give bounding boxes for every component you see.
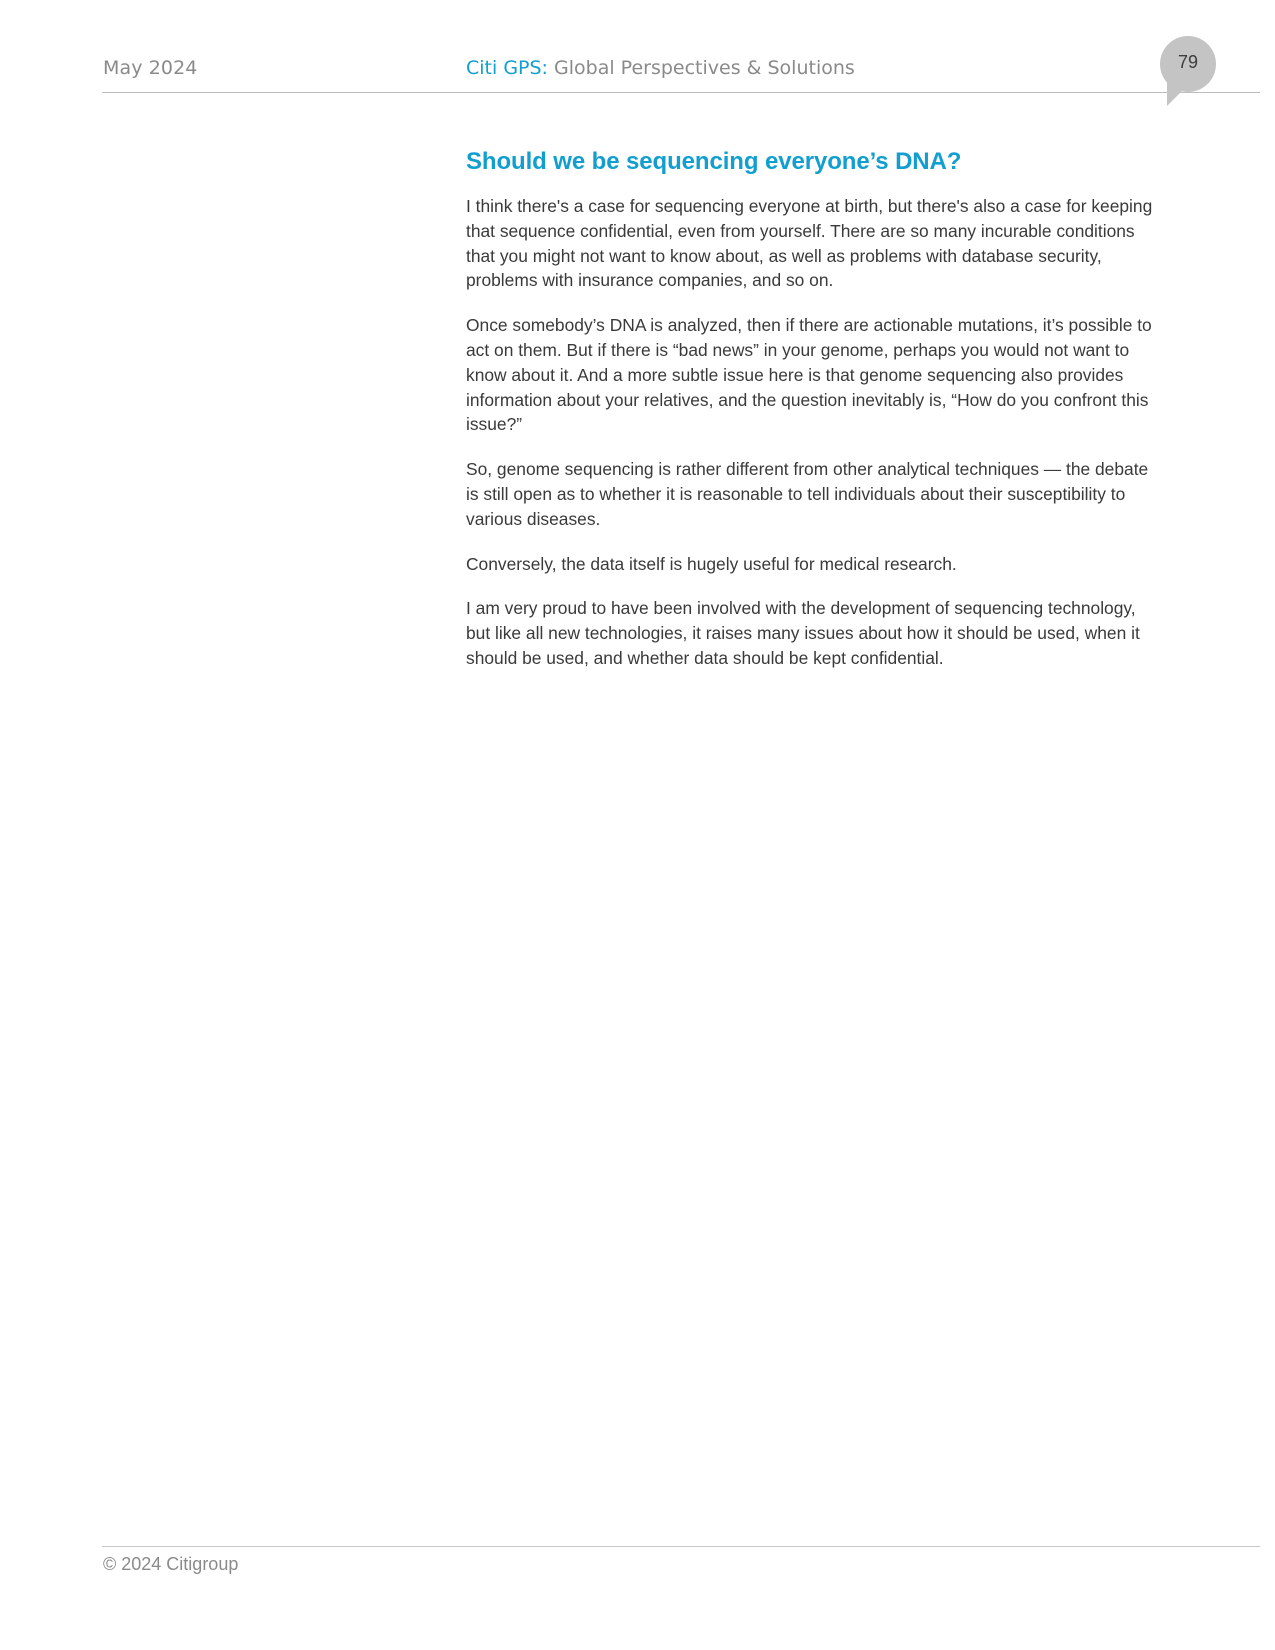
paragraph-5: I am very proud to have been involved with the development of sequencing technology, but like all new technologies, it raises many issues about how it should be used, when it should be used, and whether data should be kept confidential. <box>466 598 1140 668</box>
paragraph-1: I think there's a case for sequencing everyone at birth, but there's also a case for keeping that sequence confidential, even from yourself. There are so many incurable conditions that you might not want to know about, as well as problems with database security, problems with insurance companies, and so on. <box>466 196 1153 291</box>
page-number-badge <box>1160 36 1216 108</box>
brand-tagline: Global Perspectives & Solutions <box>554 57 855 79</box>
header-divider <box>102 92 1260 93</box>
paragraph-4: Conversely, the data itself is hugely useful for medical research. <box>466 553 957 574</box>
header-publication <box>466 57 855 79</box>
article-title: Should we be sequencing everyone’s DNA? <box>466 148 962 175</box>
header-date: May 2024 <box>103 57 198 79</box>
article-body <box>466 148 1156 691</box>
footer-copyright: © 2024 Citigroup <box>103 1554 239 1574</box>
footer-divider <box>102 1546 1260 1547</box>
paragraph-2: Once somebody’s DNA is analyzed, then if there are actionable mutations, it’s possible to act on them. But if there is “bad news” in your genome, perhaps you would not want to know about it. And a more subtle issue here is that genome sequencing also provides information about your relatives, and the question inevitably is, “How do you confront this issue?” <box>466 315 1152 435</box>
page-number: 79 <box>1177 52 1199 72</box>
paragraph-3: So, genome sequencing is rather different from other analytical techniques — the debate is still open as to whether it is reasonable to tell individuals about their susceptibility to various diseases. <box>466 459 1149 529</box>
brand-name: Citi GPS: <box>466 57 548 79</box>
